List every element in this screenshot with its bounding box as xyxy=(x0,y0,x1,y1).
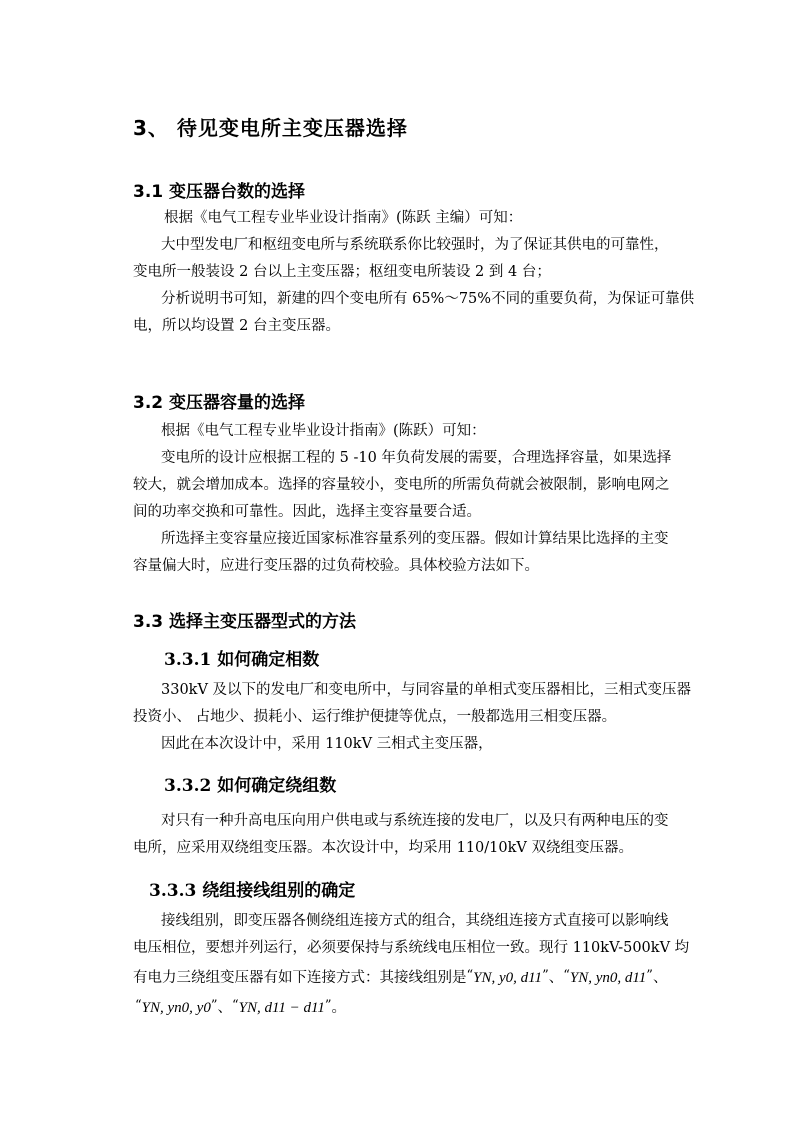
chapter-title: 3、 待见变电所主变压器选择 xyxy=(133,116,408,140)
close-quote: ” xyxy=(646,968,653,983)
paragraph-line: 变电所一般装设 2 台以上主变压器；枢纽变电所装设 2 到 4 台； xyxy=(133,264,551,280)
connection-group-formula: YN, yn0, d11 xyxy=(569,970,647,986)
paragraph-text: 有电力三绕组变压器有如下连接方式：其接线组别是 xyxy=(133,970,467,986)
connection-group-formula: YN, d11 − d11 xyxy=(238,1000,325,1016)
section-3-2-body xyxy=(133,418,671,580)
connection-group-formula: YN, y0, d11 xyxy=(473,970,543,986)
paragraph-line: 对只有一种升高电压向用户供电或与系统连接的发电厂，以及只有两种电压的变 xyxy=(161,813,669,829)
connection-group-formula: YN, yn0, y0 xyxy=(141,1000,211,1016)
open-quote: “ xyxy=(135,998,142,1013)
open-quote: “ xyxy=(466,968,474,983)
paragraph-line: 接线组别，即变压器各侧绕组连接方式的组合，其绕组连接方式直接可以影响线 xyxy=(161,913,669,929)
close-quote: ” xyxy=(210,998,218,1013)
paragraph-line: 所选择主变容量应接近国家标准容量系列的变压器。假如计算结果比选择的主变 xyxy=(161,531,669,547)
paragraph-line: 电，所以均设置 2 台主变压器。 xyxy=(133,318,340,334)
open-quote: “ xyxy=(231,998,239,1013)
section-3-3-heading: 3.3 选择主变压器型式的方法 xyxy=(133,612,357,632)
section-3-3-3-body xyxy=(133,908,689,1022)
paragraph-line: 根据《电气工程专业毕业设计指南》(陈跃 主编）可知： xyxy=(164,210,523,226)
paragraph-line: 较大，就会增加成本。选择的容量较小，变电所的所需负荷就会被限制，影响电网之 xyxy=(133,477,670,493)
paragraph-line: 变电所的设计应根据工程的 5 -10 年负荷发展的需要，合理选择容量，如果选择 xyxy=(161,450,672,466)
paragraph-line-with-formulas xyxy=(133,962,689,992)
paragraph-line: 投资小、 占地少、损耗小、运行维护便捷等优点，一般都选用三相变压器。 xyxy=(133,709,617,725)
paragraph-line: 大中型发电厂和枢纽变电所与系统联系你比较强时，为了保证其供电的可靠性， xyxy=(161,237,669,253)
paragraph-line: 因此在本次设计中，采用 110kV 三相式主变压器， xyxy=(161,736,493,752)
section-3-2-heading: 3.2 变压器容量的选择 xyxy=(133,393,306,413)
paragraph-line: 根据《电气工程专业毕业设计指南》(陈跃）可知： xyxy=(161,423,486,439)
separator: 、 xyxy=(217,1000,232,1016)
end-punctuation: 。 xyxy=(331,1000,347,1016)
separator: 、 xyxy=(548,970,564,986)
paragraph-line: 间的功率交换和可靠性。因此，选择主变容量要合适。 xyxy=(133,504,481,520)
paragraph-line: 330kV 及以下的发电厂和变电所中，与同容量的单相式变压器相比，三相式变压器 xyxy=(161,682,692,698)
close-quote: ” xyxy=(542,968,549,983)
separator: 、 xyxy=(652,970,668,986)
section-3-3-1-heading: 3.3.1 如何确定相数 xyxy=(164,650,320,670)
paragraph-line: 分析说明书可知，新建的四个变电所有 65%～75%不同的重要负荷，为保证可靠供 xyxy=(161,291,695,307)
section-3-1-heading: 3.1 变压器台数的选择 xyxy=(133,182,306,202)
open-quote: “ xyxy=(563,968,570,983)
paragraph-line: 容量偏大时，应进行变压器的过负荷校验。具体校验方法如下。 xyxy=(133,558,539,574)
paragraph-line: 电压相位，要想并列运行，必须要保持与系统线电压相位一致。现行 110kV-500kV 均 xyxy=(133,940,690,956)
paragraph-line: 电所，应采用双绕组变压器。本次设计中，均采用 110/10kV 双绕组变压器。 xyxy=(133,840,633,856)
section-3-1-body xyxy=(133,205,694,340)
close-quote: ” xyxy=(324,998,332,1013)
section-3-3-2-heading: 3.3.2 如何确定绕组数 xyxy=(164,776,337,796)
section-3-3-2-body xyxy=(133,808,669,862)
section-3-3-3-heading: 3.3.3 绕组接线组别的确定 xyxy=(149,881,356,901)
paragraph-line-with-formulas xyxy=(133,992,689,1022)
section-3-3-1-body xyxy=(133,677,691,758)
